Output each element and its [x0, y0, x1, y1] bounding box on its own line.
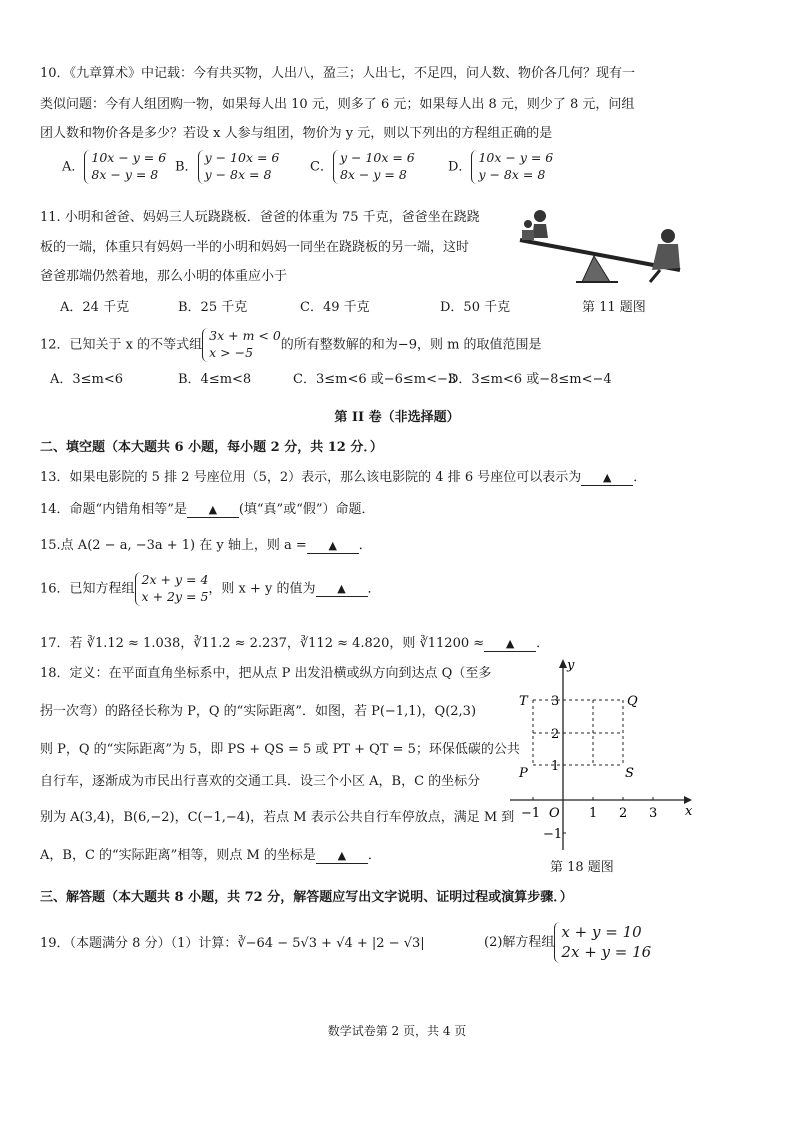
q11-line3: 爸爸那端仍然着地，那么小明的体重应小于 [40, 269, 288, 284]
q11-line1: 11. 小明和爸爸、妈妈三人玩跷跷板．爸爸的体重为 75 千克，爸爸坐在跷跷 [40, 210, 480, 225]
q18-line5: 别为 A(3,4)，B(6,−2)，C(−1,−4)，若点 M 表示公共自行车停放点，满足 M 到 [40, 810, 515, 825]
q12-choice-c: C．3≤m<6 或−6≤m<−3 [293, 372, 457, 387]
q18-line4: 自行车，逐渐成为市民出行喜欢的交通工具．设三个小区 A，B，C 的坐标分 [40, 774, 481, 789]
q18-coordinate-figure [505, 655, 700, 855]
q12-choice-b: B．4≤m<8 [178, 372, 252, 387]
x-axis-label: x [685, 804, 693, 819]
page-footer: 数学试卷第 2 页，共 4 页 [327, 1024, 467, 1038]
blank-mark: ▲ [337, 582, 346, 596]
point-Q-label: Q [627, 694, 638, 709]
q19-part2: (2)解方程组x + y = 10 2x + y = 16 [484, 923, 652, 962]
q11-choice-a: A．24 千克 [60, 300, 130, 315]
y-tick: 3 [551, 694, 560, 709]
x-tick: −1 [521, 806, 541, 821]
q18-line6: A，B，C 的“实际距离”相等，则点 M 的坐标是 ▲ ． [40, 848, 381, 863]
q18-line2: 拐一次弯）的路径长称为 P，Q 的“实际距离”．如图，若 P(−1,1)，Q(2,3) [40, 704, 477, 719]
q10-line1: 10．《九章算术》中记载：今有共买物，人出八，盈三；人出七，不足四，问人数、物价各几何？现有一 [40, 66, 636, 81]
y-tick: 2 [551, 727, 560, 742]
x-axis-arrow [684, 796, 692, 804]
q12-choice-d: D．3≤m<6 或−8≤m<−4 [448, 372, 612, 387]
y-tick: −1 [543, 827, 563, 842]
blank-mark: ▲ [328, 539, 338, 552]
q17: 17．若 ∛1.12 ≈ 1.038，∛11.2 ≈ 2.237，∛112 ≈ 4.820，则 ∛11200 ≈ ▲ ． [40, 636, 550, 651]
seesaw-figure [510, 198, 690, 288]
blank-mark: ▲ [603, 471, 612, 484]
q12-stem: 12．已知关于 x 的不等式组3x + m < 0 x > −5 的所有整数解的和为−9，则 m 的取值范围是 [40, 328, 542, 360]
dashed-grid [533, 700, 623, 765]
q15: 15.点 A(2 − a, −3a + 1) 在 y 轴上，则 a = ▲ ． [40, 538, 372, 553]
point-T-label: T [519, 694, 528, 709]
q10-choice-a: A．10x − y = 6 8x − y = 8 [62, 150, 167, 182]
q18-line1: 18．定义：在平面直角坐标系中，把从点 P 出发沿横或纵方向到达点 Q（至多 [40, 666, 492, 681]
section2-heading: 二、填空题（本大题共 6 小题，每小题 2 分，共 12 分．） [40, 440, 383, 455]
q10-line2: 类似问题：今有人组团购一物，如果每人出 10 元，则多了 6 元；如果每人出 8 元，则少了 8 元，问组 [40, 97, 635, 112]
q16: 16．已知方程组2x + y = 4 x + 2y = 5，则 x + y 的值为 ▲ ． [40, 572, 381, 604]
q11-choice-d: D．50 千克 [440, 300, 511, 315]
section3-heading: 三、解答题（本大题共 8 小题，共 72 分，解答题应写出文字说明、证明过程或演算步骤．） [40, 890, 573, 905]
q10-choice-d: D．10x − y = 6 y − 8x = 8 [448, 150, 554, 182]
y-axis-arrow [559, 659, 567, 668]
q12-choice-a: A．3≤m<6 [50, 372, 124, 387]
q14: 14．命题“内错角相等”是 ▲ (填“真”或“假”）命题． [40, 502, 375, 517]
q13: 13．如果电影院的 5 排 2 号座位用（5，2）表示，那么该电影院的 4 排 6 号座位可以表示为 ▲ ． [40, 470, 647, 485]
blank-mark: ▲ [208, 503, 218, 516]
q11-choice-c: C．49 千克 [300, 300, 370, 315]
q18-line3: 则 P，Q 的“实际距离”为 5，即 PS + QS = 5 或 PT + QT = 5；环保低碳的公共 [40, 742, 520, 757]
q18-figure-caption: 第 18 题图 [550, 860, 614, 875]
origin-label: O [549, 806, 560, 821]
x-tick: 1 [589, 806, 598, 821]
blank-mark: ▲ [337, 849, 347, 862]
q10-choice-c: C．y − 10x = 6 8x − y = 8 [310, 150, 415, 182]
q10-choice-b: B．y − 10x = 6 y − 8x = 8 [175, 150, 280, 182]
q11-choice-b: B．25 千克 [178, 300, 248, 315]
x-tick: 2 [619, 806, 628, 821]
y-axis-label: y [567, 658, 575, 673]
point-S-label: S [625, 766, 634, 781]
blank-mark: ▲ [505, 637, 515, 650]
y-tick: 1 [551, 759, 560, 774]
q10-line3: 团人数和物价各是多少？若设 x 人参与组团，物价为 y 元，则以下列出的方程组正确的是 [40, 126, 553, 141]
q11-line2: 板的一端，体重只有妈妈一半的小明和妈妈一同坐在跷跷板的另一端，这时 [40, 240, 470, 255]
part2-title: 第 II 卷（非选择题） [334, 410, 460, 425]
q19-part1: 19．（本题满分 8 分）（1）计算：∛−64 − 5√3 + √4 + |2 − √3| [40, 936, 425, 951]
x-tick: 3 [649, 806, 658, 821]
point-P-label: P [519, 766, 528, 781]
q11-figure-caption: 第 11 题图 [582, 300, 646, 315]
